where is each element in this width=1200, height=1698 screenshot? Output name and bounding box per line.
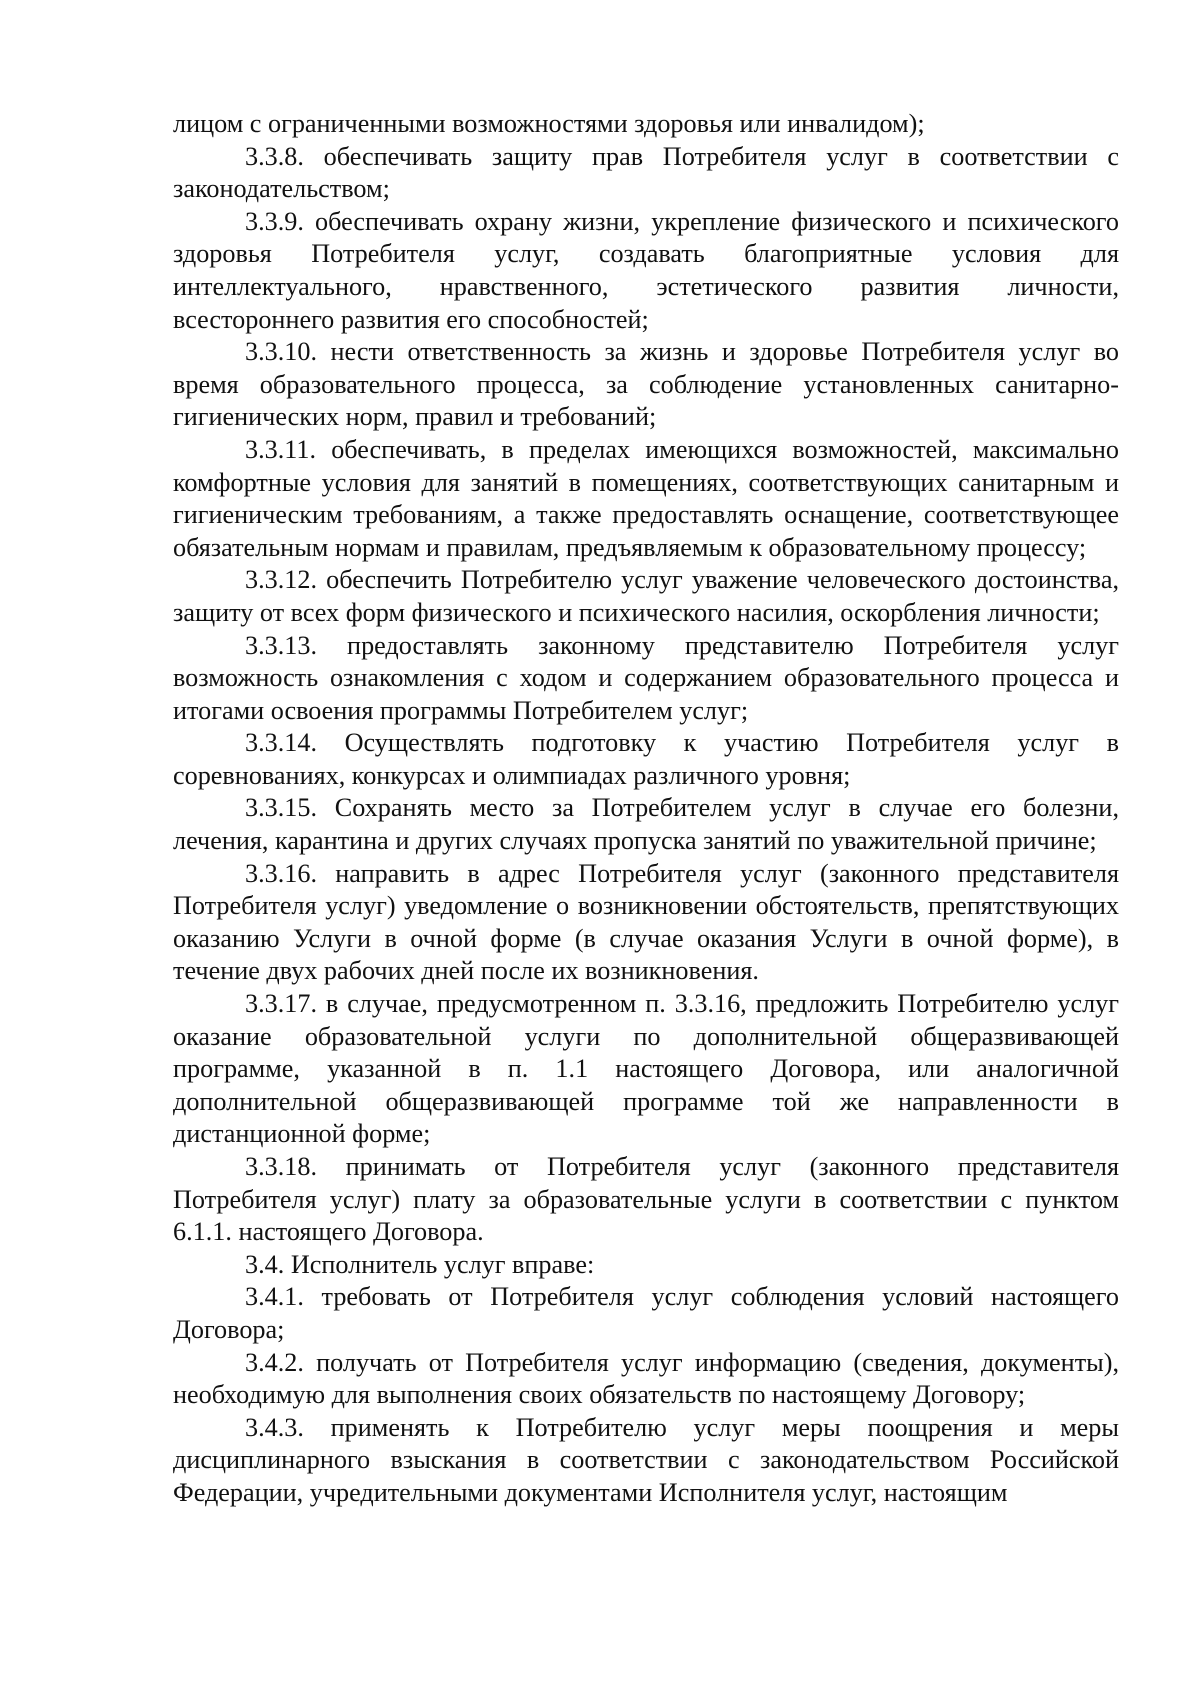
paragraph-3-3-10: 3.3.10. нести ответственность за жизнь и здоровье Потребителя услуг во время образовательного процесса, за соблюдение установленных санитарно-гигиенических норм, правил и требований; bbox=[173, 337, 1119, 432]
paragraph-continuation: лицом с ограниченными возможностями здоровья или инвалидом); bbox=[173, 109, 925, 138]
paragraph-3-3-11: 3.3.11. обеспечивать, в пределах имеющихся возможностей, максимально комфортные условия для занятий в помещениях, соответствующих санитарным и гигиеническим требованиям, а также предоставлять оснащение, соответствующее обязательным нормам и правилам, предъявляемым к образовательному процессу; bbox=[173, 434, 1119, 562]
paragraph-3-3-18: 3.3.18. принимать от Потребителя услуг (законного представителя Потребителя услуг) плату за образовательные услуги в соответствии с пунктом 6.1.1. настоящего Договора. bbox=[173, 1152, 1119, 1247]
paragraph-3-3-9: 3.3.9. обеспечивать охрану жизни, укрепление физического и психического здоровья Потребителя услуг, создавать благоприятные условия для интеллектуального, нравственного, эстетического развития личности, всестороннего развития его способностей; bbox=[173, 206, 1119, 334]
document-page bbox=[173, 108, 1119, 1510]
paragraph-3-4-1: 3.4.1. требовать от Потребителя услуг соблюдения условий настоящего Договора; bbox=[173, 1282, 1119, 1344]
paragraph-3-3-14: 3.3.14. Осуществлять подготовку к участию Потребителя услуг в соревнованиях, конкурсах и олимпиадах различного уровня; bbox=[173, 728, 1119, 790]
paragraph-3-3-8: 3.3.8. обеспечивать защиту прав Потребителя услуг в соответствии с законодательством; bbox=[173, 141, 1119, 204]
paragraph-3-4: 3.4. Исполнитель услуг вправе: bbox=[245, 1249, 595, 1279]
paragraph-3-4-2: 3.4.2. получать от Потребителя услуг информацию (сведения, документы), необходимую для выполнения своих обязательств по настоящему Договору; bbox=[173, 1347, 1119, 1410]
paragraph-3-3-17: 3.3.17. в случае, предусмотренном п. 3.3.16, предложить Потребителю услуг оказание образовательной услуги по дополнительной общеразвивающей программе, указанной в п. 1.1 настоящего Договора, или аналогичной дополнительной общеразвивающей программе той же направленности в дистанционной форме; bbox=[173, 989, 1119, 1149]
paragraph-3-4-3: 3.4.3. применять к Потребителю услуг меры поощрения и меры дисциплинарного взыскания в соответствии с законодательством Российской Федерации, учредительными документами Исполнителя услуг, настоящим bbox=[173, 1412, 1119, 1507]
paragraph-3-3-13: 3.3.13. предоставлять законному представителю Потребителя услуг возможность ознакомления с ходом и содержанием образовательного процесса и итогами освоения программы Потребителем услуг; bbox=[173, 630, 1119, 725]
paragraph-3-3-15: 3.3.15. Сохранять место за Потребителем услуг в случае его болезни, лечения, карантина и других случаях пропуска занятий по уважительной причине; bbox=[173, 793, 1119, 856]
paragraph-3-3-12: 3.3.12. обеспечить Потребителю услуг уважение человеческого достоинства, защиту от всех форм физического и психического насилия, оскорбления личности; bbox=[173, 565, 1119, 627]
paragraph-3-3-16: 3.3.16. направить в адрес Потребителя услуг (законного представителя Потребителя услуг) уведомление о возникновении обстоятельств, препятствующих оказанию Услуги в очной форме (в случае оказания Услуги в очной форме), в течение двух рабочих дней после их возникновения. bbox=[173, 858, 1119, 986]
